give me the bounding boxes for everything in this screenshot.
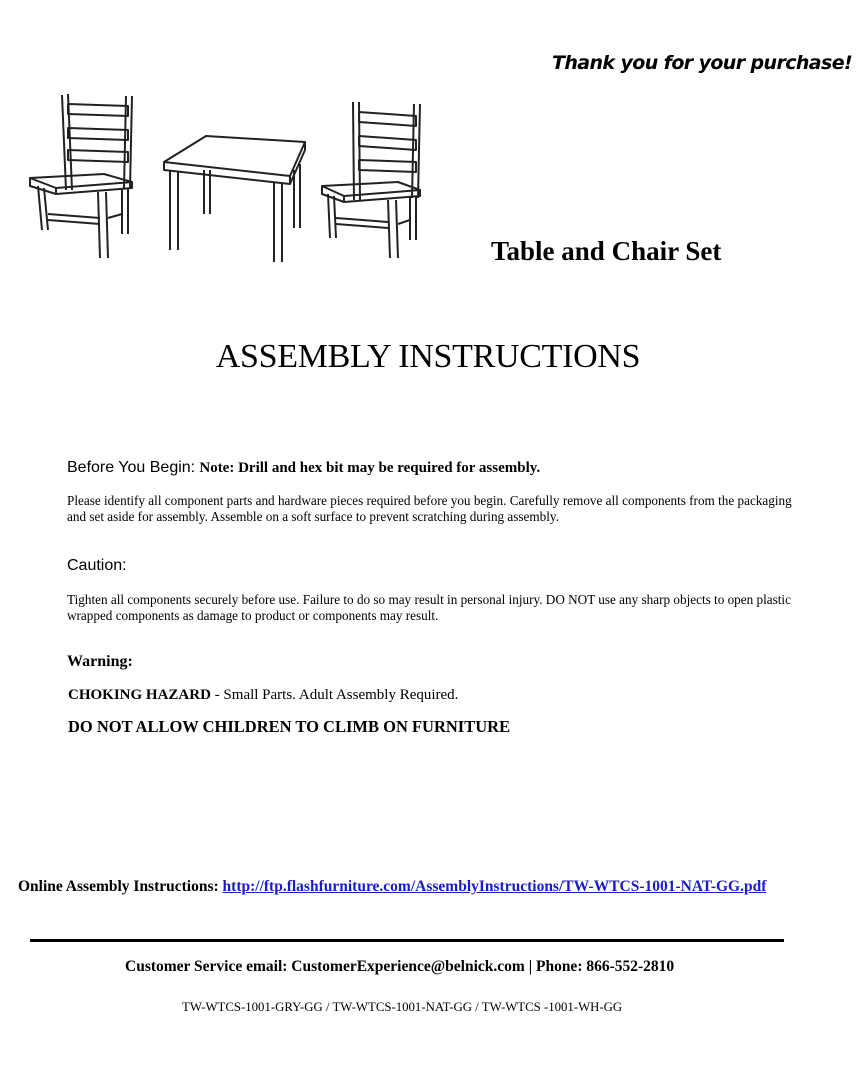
customer-service-contact: Customer Service email: CustomerExperience@belnick.com | Phone: 866-552-2810 (125, 958, 675, 975)
table-chair-illustration (28, 90, 428, 270)
online-instructions-label: Online Assembly Instructions: (18, 878, 223, 895)
before-you-begin-label: Before You Begin: (67, 459, 196, 476)
caution-label: Caution: (67, 557, 127, 574)
tools-note: Note: Drill and hex bit may be required for assembly. (199, 460, 541, 476)
footer-divider (30, 939, 784, 942)
warning-label: Warning: (67, 653, 133, 670)
no-climb-warning: DO NOT ALLOW CHILDREN TO CLIMB ON FURNITURE (68, 717, 511, 736)
before-you-begin-body: Please identify all component parts and hardware pieces required before you begin. Carefully remove all components from the packaging and set aside for assembly. Assemble on a soft surface to prevent scratching during assembly. (67, 493, 792, 524)
table-drawing (164, 136, 305, 262)
online-instructions-link[interactable]: http://ftp.flashfurniture.com/AssemblyInstructions/TW-WTCS-1001-NAT-GG.pdf (222, 878, 767, 895)
right-chair-drawing (322, 102, 420, 258)
thank-you-text: Thank you for your purchase! (552, 52, 853, 74)
left-chair-drawing (30, 94, 132, 258)
model-numbers: TW-WTCS-1001-GRY-GG / TW-WTCS-1001-NAT-GG / TW-WTCS -1001-WH-GG (182, 1000, 623, 1014)
caution-body: Tighten all components securely before use. Failure to do so may result in personal injury. DO NOT use any sharp objects to open plastic wrapped components as damage to product or components may result. (67, 592, 791, 623)
product-title: Table and Chair Set (491, 236, 722, 266)
choking-hazard-label: CHOKING HAZARD (68, 687, 211, 703)
page-title: ASSEMBLY INSTRUCTIONS (215, 338, 641, 375)
online-instructions (18, 878, 766, 896)
choking-hazard-text: - Small Parts. Adult Assembly Required. (210, 687, 459, 703)
choking-hazard-line (68, 687, 458, 704)
before-you-begin-heading (67, 457, 540, 477)
